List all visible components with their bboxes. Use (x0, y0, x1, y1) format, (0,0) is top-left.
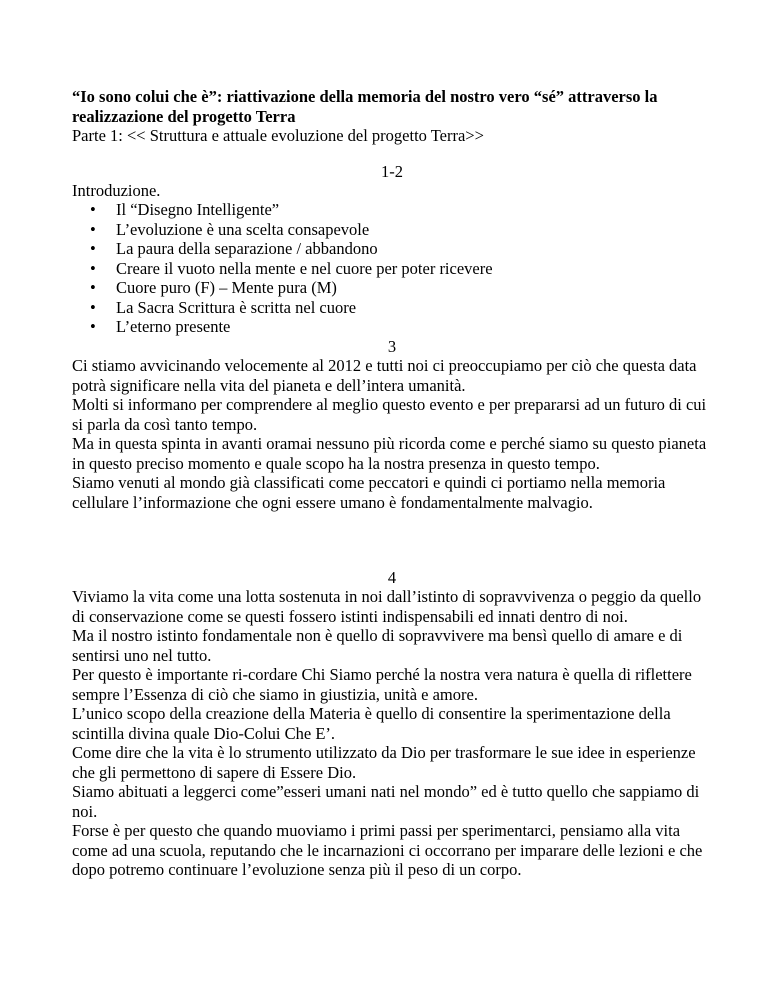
bullet-icon: • (90, 278, 96, 297)
paragraph: Forse è per questo che quando muoviamo i primi passi per sperimentarci, pensiamo alla vita come ad una scuola, reputando che le incarnazioni ci occorrano per imparare delle lezioni e che dopo potremo continuare l’evoluzione senza più il peso di un corpo. (72, 821, 703, 879)
bullet-icon: • (90, 219, 96, 239)
list-item: • La Sacra Scrittura è scritta nel cuore (90, 297, 357, 317)
list-item: • Cuore puro (F) – Mente pura (M) (90, 278, 337, 297)
bullet-icon: • (90, 258, 96, 278)
document-subtitle: Parte 1: << Struttura e attuale evoluzione del progetto Terra>> (72, 126, 484, 145)
section-number-4: 4 (387, 568, 397, 587)
section-number-1-2: 1-2 (381, 162, 403, 181)
section-4-body (72, 587, 712, 880)
bullet-icon: • (90, 239, 96, 258)
paragraph: Ma in questa spinta in avanti oramai nessuno più ricorda come e perché siamo su questo pianeta in questo preciso momento e quale scopo ha la nostra presenza in questo tempo. (72, 434, 707, 473)
paragraph: Siamo venuti al mondo già classificati come peccatori e quindi ci portiamo nella memoria cellulare l’informazione che ogni essere umano è fondamentalmente malvagio. (72, 473, 666, 512)
bullet-icon: • (90, 200, 96, 219)
paragraph: Siamo abituati a leggerci come”esseri umani nati nel mondo” ed è tutto quello che sappiamo di noi. (72, 782, 700, 821)
intro-heading: Introduzione. (72, 181, 161, 200)
list-item: • Creare il vuoto nella mente e nel cuore per poter ricevere (90, 258, 493, 278)
intro-bullet-list (72, 200, 712, 337)
paragraph: L’unico scopo della creazione della Materia è quello di consentire la sperimentazione della scintilla divina quale Dio-Colui Che E’. (72, 704, 671, 743)
paragraph: Come dire che la vita è lo strumento utilizzato da Dio per trasformare le sue idee in esperienze che gli permettono di sapere di Essere Dio. (72, 743, 696, 782)
list-item: • L’evoluzione è una scelta consapevole (90, 219, 370, 239)
paragraph: Ci stiamo avvicinando velocemente al 2012 e tutti noi ci preoccupiamo per ciò che questa data potrà significare nella vita del pianeta e dell’intera umanità. (72, 356, 697, 395)
bullet-icon: • (90, 317, 96, 336)
paragraph: Viviamo la vita come una lotta sostenuta in noi dall’istinto di sopravvivenza o peggio da quello di conservazione come se questi fossero istinti indispensabili ed innati dentro di noi. (72, 587, 702, 626)
list-item: • L’eterno presente (90, 317, 231, 336)
paragraph: Per questo è importante ri-cordare Chi Siamo perché la nostra vera natura è quella di riflettere sempre l’Essenza di ciò che siamo in giustizia, unità e amore. (72, 665, 692, 704)
list-item: • Il “Disegno Intelligente” (90, 200, 280, 219)
document-title: “Io sono colui che è”: riattivazione della memoria del nostro vero “sé” attraverso la realizzazione del progetto Terra (72, 87, 658, 126)
paragraph: Ma il nostro istinto fondamentale non è quello di sopravvivere ma bensì quello di amare e di sentirsi uno nel tutto. (72, 626, 683, 665)
bullet-icon: • (90, 297, 96, 317)
section-number-3: 3 (387, 337, 397, 356)
list-item: • La paura della separazione / abbandono (90, 239, 378, 258)
paragraph: Molti si informano per comprendere al meglio questo evento e per prepararsi ad un futuro di cui si parla da così tanto tempo. (72, 395, 707, 434)
section-3-body (72, 356, 712, 512)
